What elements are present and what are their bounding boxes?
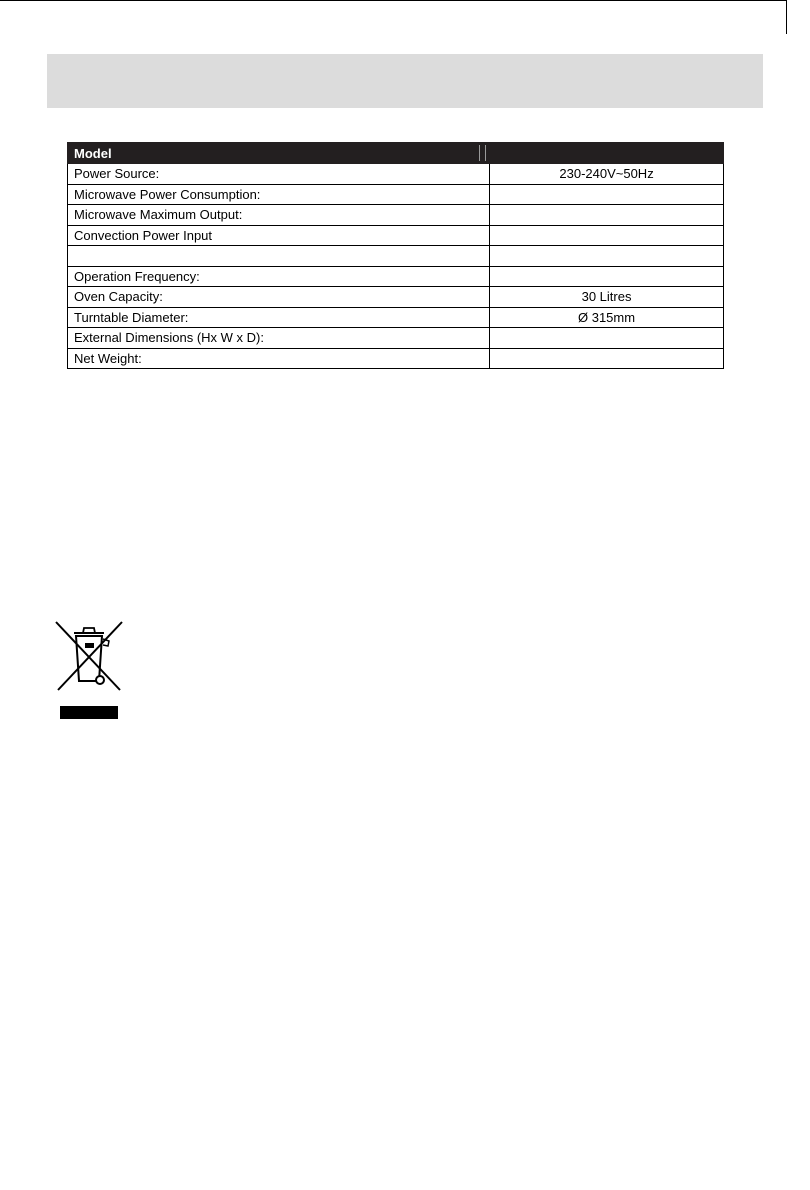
row-value xyxy=(490,328,724,349)
row-label: Turntable Diameter: xyxy=(68,307,490,328)
table-row xyxy=(68,266,724,287)
row-value xyxy=(490,348,724,369)
row-value xyxy=(490,246,724,267)
row-label: Power Source: xyxy=(68,164,490,185)
specifications-table xyxy=(67,142,724,369)
row-label: Net Weight: xyxy=(68,348,490,369)
section-header-band xyxy=(47,54,763,108)
table-row xyxy=(68,246,724,267)
page-corner-rule xyxy=(786,0,787,34)
table-row xyxy=(68,225,724,246)
row-label: Microwave Maximum Output: xyxy=(68,205,490,226)
table-header-row xyxy=(68,143,724,164)
table-row xyxy=(68,164,724,185)
row-value: 230-240V~50Hz xyxy=(490,164,724,185)
row-label: Microwave Power Consumption: xyxy=(68,184,490,205)
row-value xyxy=(490,266,724,287)
row-label: External Dimensions (Hx W x D): xyxy=(68,328,490,349)
row-label: Oven Capacity: xyxy=(68,287,490,308)
header-label: Model xyxy=(74,145,112,161)
table-row xyxy=(68,287,724,308)
row-value xyxy=(490,184,724,205)
header-value-cell xyxy=(490,143,724,164)
row-label: Convection Power Input xyxy=(68,225,490,246)
header-label-cell xyxy=(68,143,490,164)
table-row xyxy=(68,184,724,205)
row-label: Operation Frequency: xyxy=(68,266,490,287)
table-row xyxy=(68,307,724,328)
crossed-out-wheelie-bin-icon xyxy=(54,618,124,720)
header-divider-marks xyxy=(479,145,490,161)
row-value: Ø 315mm xyxy=(490,307,724,328)
row-value xyxy=(490,225,724,246)
row-value: 30 Litres xyxy=(490,287,724,308)
table-row xyxy=(68,205,724,226)
table-row xyxy=(68,348,724,369)
row-value xyxy=(490,205,724,226)
page-top-rule xyxy=(0,0,786,1)
table-row xyxy=(68,328,724,349)
row-label xyxy=(68,246,490,267)
